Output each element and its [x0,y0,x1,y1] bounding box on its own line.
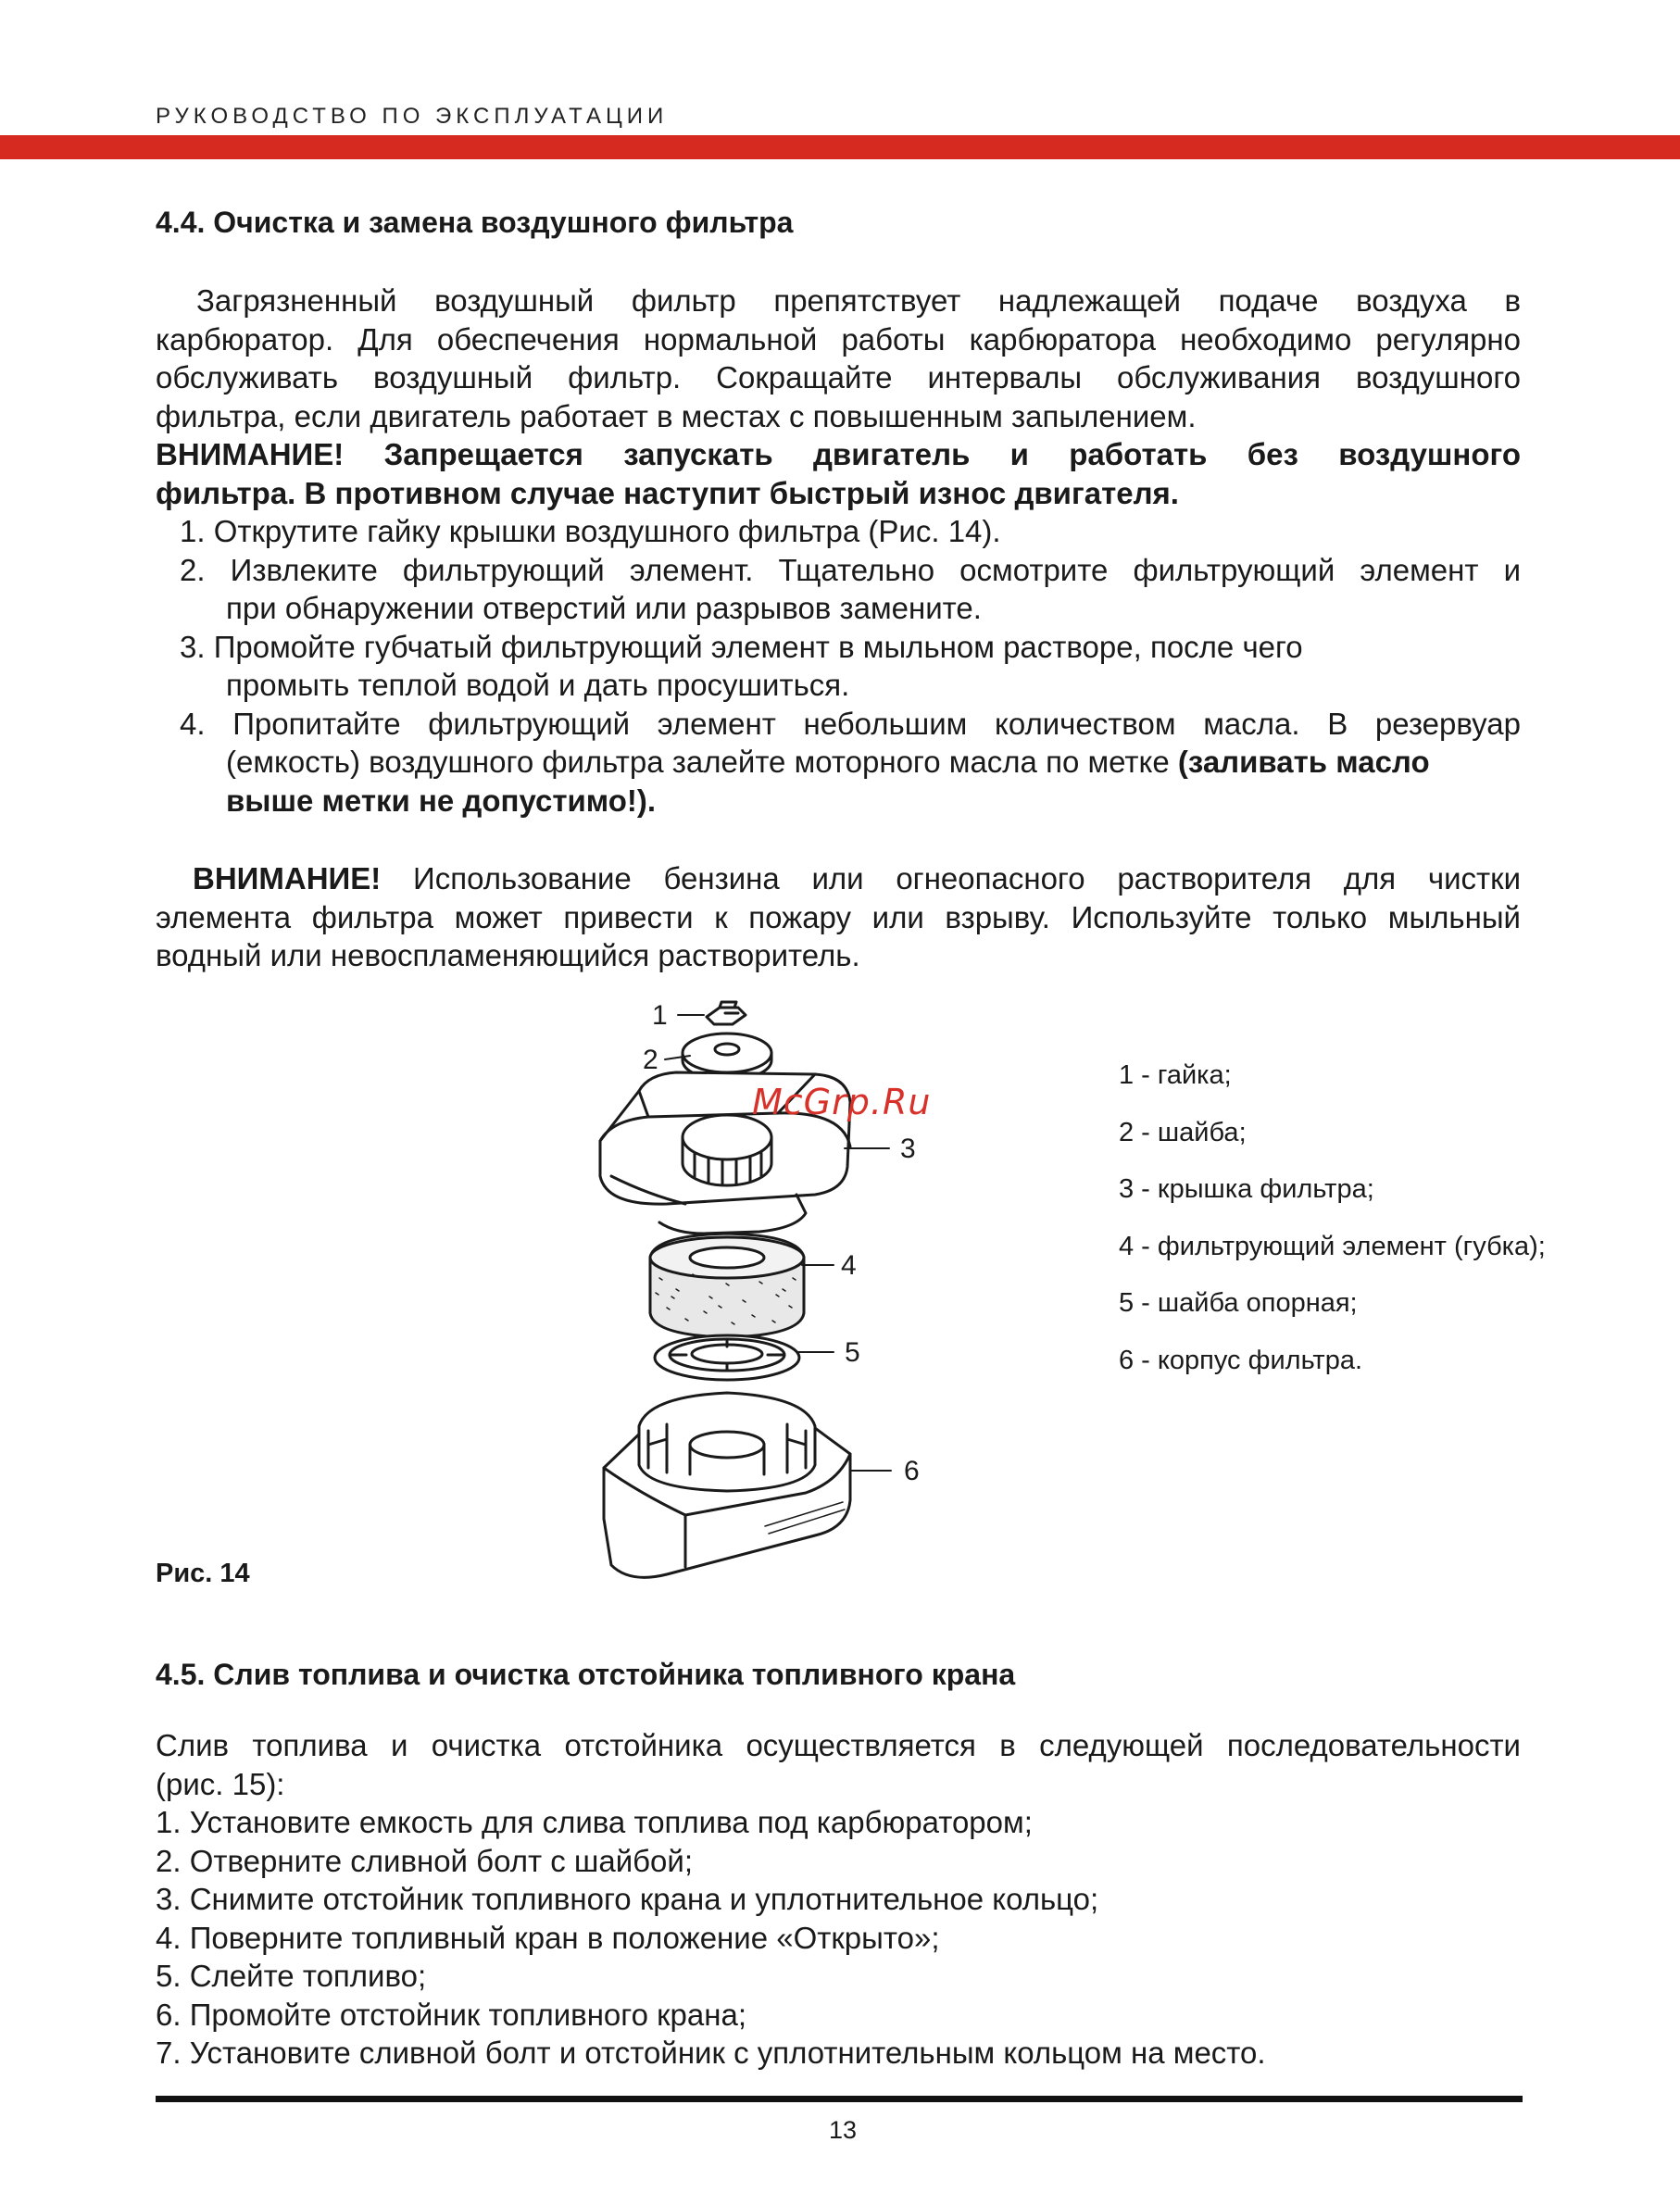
step-item: 7. Установите сливной болт и отстойник с уплотнительным кольцом на место. [156,2036,1266,2070]
intro-line: фильтра, если двигатель работает в местах с повышенным запылением. [156,398,1197,433]
step-4-line: 4. Пропитайте фильтрующий элемент небольшим количеством масла. В резервуар [180,706,1521,741]
filter-housing-part [604,1393,850,1577]
callout-6: 6 [904,1456,920,1486]
watermark: McGrp.Ru [752,1082,932,1122]
step-item: 5. Слейте топливо; [156,1959,427,1993]
attention-text: Использование бензина или огнеопасного растворителя для чистки [381,861,1521,896]
page-number: 13 [828,2116,858,2144]
legend-item: 2 - шайба; [1119,1117,1247,1147]
figure-caption: Рис. 14 [156,1559,250,1588]
callout-3: 3 [900,1134,916,1164]
nut-part [707,1002,746,1024]
step-4-text: (емкость) воздушного фильтра залейте моторного масла по метке [226,745,1178,779]
callout-5: 5 [845,1337,860,1368]
warning-line: ВНИМАНИЕ! Запрещается запускать двигатель и работать без воздушного [156,437,1521,471]
step-4-line: выше метки не допустимо!). [226,783,657,818]
legend-item: 4 - фильтрующий элемент (губка); [1119,1231,1546,1261]
legend-item: 6 - корпус фильтра. [1119,1345,1363,1375]
callout-1: 1 [652,1000,668,1031]
step-2-line: 2. Извлеките фильтрующий элемент. Тщательно осмотрите фильтрующий элемент и [180,552,1521,587]
step-4-bold: (заливать масло [1177,745,1430,779]
step-2-line: при обнаружении отверстий или разрывов замените. [226,591,982,625]
running-title: РУКОВОДСТВО ПО ЭКСПЛУАТАЦИИ [156,104,669,129]
step-3-line: 3. Промойте губчатый фильтрующий элемент в мыльном растворе, после чего [180,629,1303,664]
legend-item: 5 - шайба опорная; [1119,1288,1358,1318]
support-washer-part [655,1335,799,1380]
step-item: 3. Снимите отстойник топливного крана и уплотнительное кольцо; [156,1882,1099,1916]
sponge-element-part [650,1234,804,1337]
figure-legend [1119,1060,1546,1402]
intro-line: (рис. 15): [156,1766,285,1801]
step-item: 6. Промойте отстойник топливного крана; [156,1997,747,2032]
step-item: 4. Поверните топливный кран в положение «Открыто»; [156,1920,940,1955]
step-item: 1. Установите емкость для слива топлива под карбюратором; [156,1805,1033,1839]
intro-line: карбюратор. Для обеспечения нормальной работы карбюратора необходимо регулярно [156,321,1521,357]
step-item: 2. Отверните сливной болт с шайбой; [156,1843,694,1878]
attention-label: ВНИМАНИЕ! [193,861,382,896]
warning-line: фильтра. В противном случае наступит быстрый износ двигателя. [156,475,1179,510]
step-3-line: промыть теплой водой и дать просушиться. [226,668,850,702]
footer-rule [156,2096,1523,2102]
attention-line: водный или невоспламеняющийся растворитель. [156,938,860,972]
callout-2: 2 [643,1045,658,1075]
attention-line: элемента фильтра может привести к пожару или взрыву. Используйте только мыльный [156,899,1521,934]
legend-item: 3 - крышка фильтра; [1119,1174,1374,1204]
intro-line: Слив топлива и очистка отстойника осуществляется в следующей последовательности [156,1728,1521,1762]
section-4-4-title: 4.4. Очистка и замена воздушного фильтра [156,206,794,239]
intro-line: Загрязненный воздушный фильтр препятствует надлежащей подаче воздуха в [196,283,1521,318]
section-4-5-title: 4.5. Слив топлива и очистка отстойника топливного крана [156,1658,1016,1691]
callout-4: 4 [841,1250,857,1281]
intro-line: обслуживать воздушный фильтр. Сокращайте интервалы обслуживания воздушного [156,360,1521,395]
legend-item: 1 - гайка; [1119,1060,1232,1090]
section-4-5-body [156,1726,1521,2073]
step-1: 1. Открутите гайку крышки воздушного фильтра (Рис. 14). [180,514,1001,548]
